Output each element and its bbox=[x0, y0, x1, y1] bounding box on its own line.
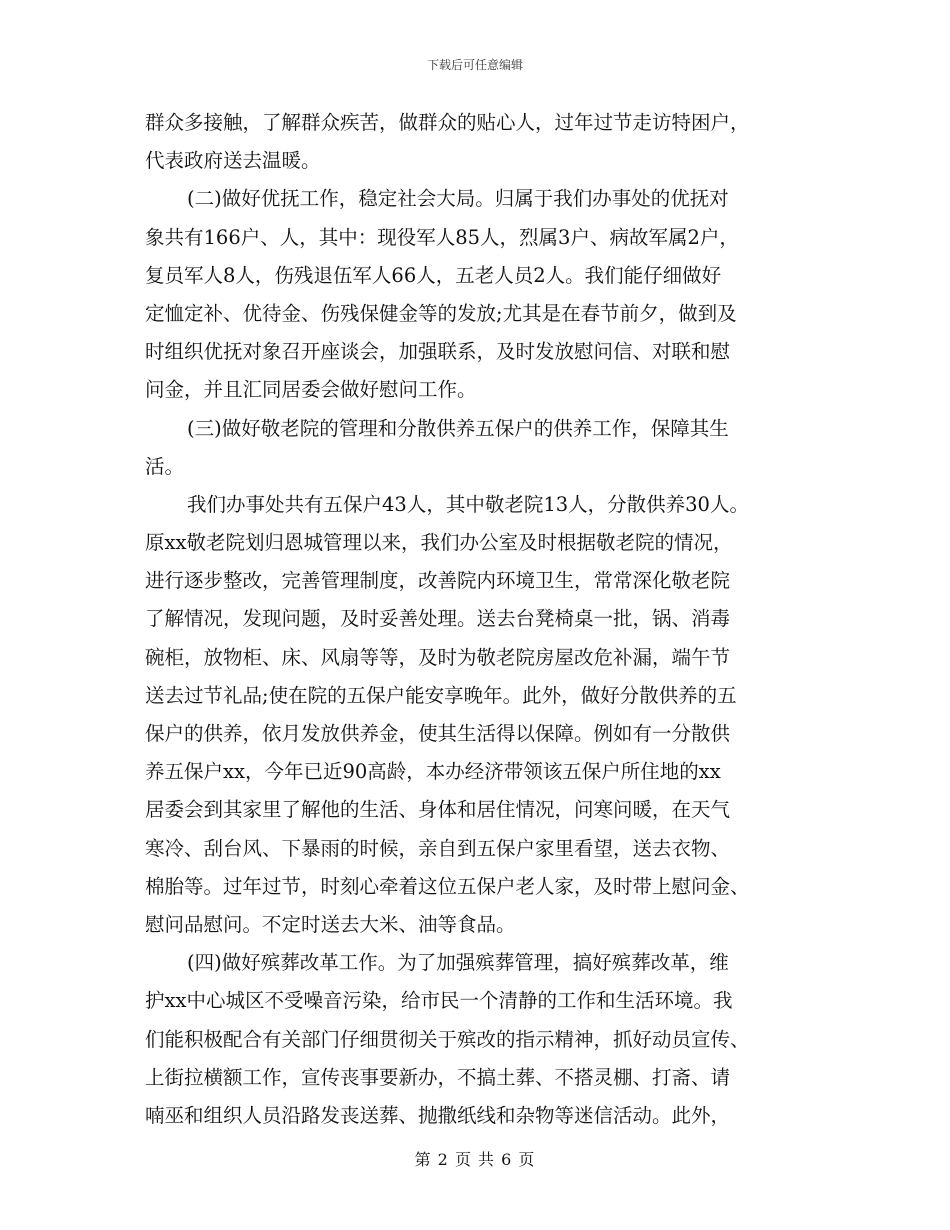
page-header: 下载后可任意编辑 bbox=[426, 58, 523, 72]
text-line: 们能积极配合有关部门仔细贯彻关于殡改的指示精神，抓好动员宣传、 bbox=[145, 1027, 750, 1051]
text-line: 定恤定补、优待金、伤残保健金等的发放;尤其是在春节前夕，做到及 bbox=[145, 301, 737, 325]
text-line: 寒冷、刮台风、下暴雨的时候，亲自到五保户家里看望，送去衣物、 bbox=[145, 836, 731, 860]
text-line: 碗柜，放物柜、床、风扇等等，及时为敬老院房屋改危补漏，端午节 bbox=[145, 645, 731, 669]
text-line: 喃巫和组织人员沿路发丧送葬、抛撒纸线和杂物等迷信活动。此外， bbox=[145, 1103, 731, 1127]
text-line: 原xx敬老院划归恩城管理以来，我们办公室及时根据敬老院的情况， bbox=[145, 531, 733, 555]
document-body bbox=[145, 104, 810, 1135]
text-line: 护xx中心城区不受噪音污染，给市民一个清静的工作和生活环境。我 bbox=[145, 989, 733, 1013]
text-line: 上街拉横额工作，宣传丧事要新办，不搞土葬、不搭灵棚、打斋、请 bbox=[145, 1065, 731, 1089]
text-line: 送去过节礼品;使在院的五保户能安享晚年。此外，做好分散供养的五 bbox=[145, 683, 737, 707]
page-number-footer: 第 2 页 共 6 页 bbox=[414, 1150, 536, 1169]
text-line: 群众多接触，了解群众疾苦，做群众的贴心人，过年过节走访特困户， bbox=[145, 111, 750, 134]
text-line: 问金，并且汇同居委会做好慰问工作。 bbox=[145, 378, 477, 402]
text-line: (三)做好敬老院的管理和分散供养五保户的供养工作，保障其生 bbox=[187, 416, 729, 440]
text-line: 棉胎等。过年过节，时刻心牵着这位五保户老人家，及时带上慰问金、 bbox=[145, 874, 750, 898]
text-line: 进行逐步整改，完善管理制度，改善院内环境卫生，常常深化敬老院 bbox=[145, 569, 731, 593]
text-line: 代表政府送去温暖。 bbox=[145, 149, 321, 173]
text-line: 象共有166户、人，其中：现役军人85人，烈属3户、病故军属2户， bbox=[145, 225, 739, 249]
text-line: (四)做好殡葬改革工作。为了加强殡葬管理，搞好殡葬改革，维 bbox=[187, 951, 729, 975]
text-line: 复员军人8人，伤残退伍军人66人，五老人员2人。我们能仔细做好 bbox=[145, 263, 722, 287]
text-line: 我们办事处共有五保户43人，其中敬老院13人，分散供养30人。 bbox=[187, 492, 749, 516]
text-line: 养五保户xx，今年已近90高龄，本办经济带领该五保户所住地的xx bbox=[145, 760, 721, 784]
text-line: 慰问品慰问。不定时送去大米、油等食品。 bbox=[145, 912, 516, 936]
text-line: 了解情况，发现问题，及时妥善处理。送去台凳椅桌一批，锅、消毒 bbox=[145, 607, 731, 631]
text-line: 居委会到其家里了解他的生活、身体和居住情况，问寒问暖，在天气 bbox=[145, 798, 731, 822]
text-line: 保户的供养，依月发放供养金，使其生活得以保障。例如有一分散供 bbox=[145, 722, 731, 745]
text-line: 时组织优抚对象召开座谈会，加强联系，及时发放慰问信、对联和慰 bbox=[145, 340, 731, 364]
text-line: (二)做好优抚工作，稳定社会大局。归属于我们办事处的优抚对 bbox=[187, 187, 729, 211]
text-line: 活。 bbox=[145, 454, 185, 478]
